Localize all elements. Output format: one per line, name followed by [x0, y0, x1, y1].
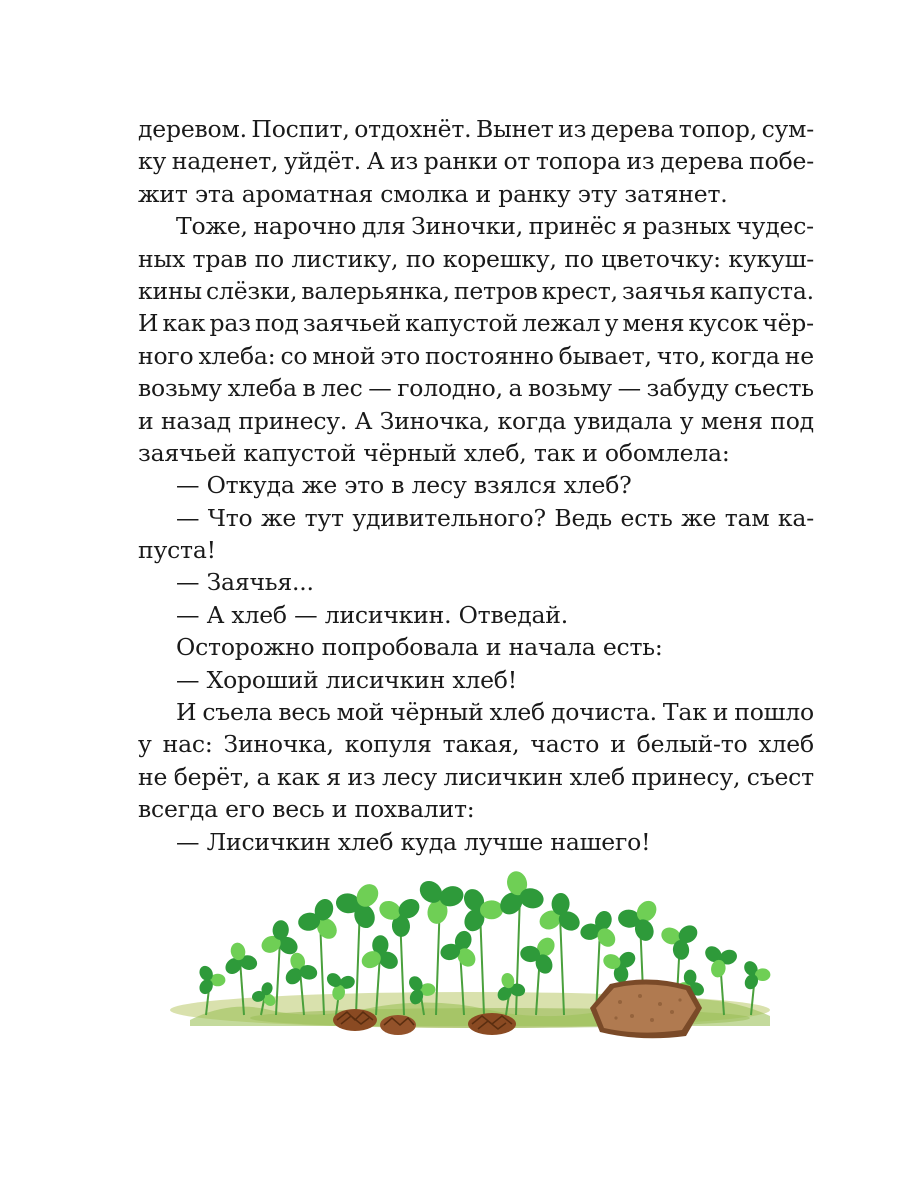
text-line: Осторожно попробовала и начала есть: — [176, 633, 663, 662]
text-line: — Что же тут удивительного? Ведь есть же там ка- — [176, 503, 814, 532]
clover-bread-illustration — [170, 860, 790, 1060]
story-text — [138, 113, 814, 858]
text-line: возьму хлеба в лес — голодно, а возьму — забуду съесть — [138, 374, 814, 403]
pine-cone-icon — [468, 1013, 516, 1035]
text-line: заячьей капустой чёрный хлеб, так и обомлела: — [138, 438, 730, 467]
text-line: И съела весь мой чёрный хлеб дочиста. Так и пошло — [176, 698, 814, 727]
pine-cone-icon — [333, 1009, 377, 1031]
text-line: ного хлеба: со мной это постоянно бывает, что, когда не — [138, 341, 814, 370]
bread-slice-icon — [590, 979, 702, 1038]
text-line: — Лисичкин хлеб куда лучше нашего! — [176, 827, 651, 856]
text-line: пуста! — [138, 536, 216, 565]
pine-cone-icon — [380, 1015, 416, 1035]
text-line: ку наденет, уйдёт. А из ранки от топора из дерева побе- — [138, 147, 814, 176]
text-line: у нас: Зиночка, копуля такая, часто и белый-то хлеб — [138, 730, 814, 759]
text-line: жит эта ароматная смолка и ранку эту затянет. — [138, 179, 728, 208]
text-line: кины слёзки, валерьянка, петров крест, заячья капуста. — [138, 276, 814, 305]
text-line: всегда его весь и похвалит: — [138, 795, 475, 824]
text-line: и назад принесу. А Зиночка, когда увидала у меня под — [138, 406, 814, 435]
text-line: — Хороший лисичкин хлеб! — [176, 665, 517, 694]
text-line: И как раз под заячьей капустой лежал у меня кусок чёр- — [138, 309, 814, 338]
text-line: Тоже, нарочно для Зиночки, принёс я разных чудес- — [176, 212, 814, 241]
text-line: — Откуда же это в лесу взялся хлеб? — [176, 471, 632, 500]
text-line: не берёт, а как я из лесу лисичкин хлеб принесу, съест — [138, 762, 814, 791]
text-line: — А хлеб — лисичкин. Отведай. — [176, 600, 569, 629]
text-line: — Заячья... — [176, 568, 314, 597]
text-line: деревом. Поспит, отдохнёт. Вынет из дерева топор, сум- — [138, 115, 814, 143]
text-line: ных трав по листику, по корешку, по цветочку: кукуш- — [138, 244, 814, 273]
